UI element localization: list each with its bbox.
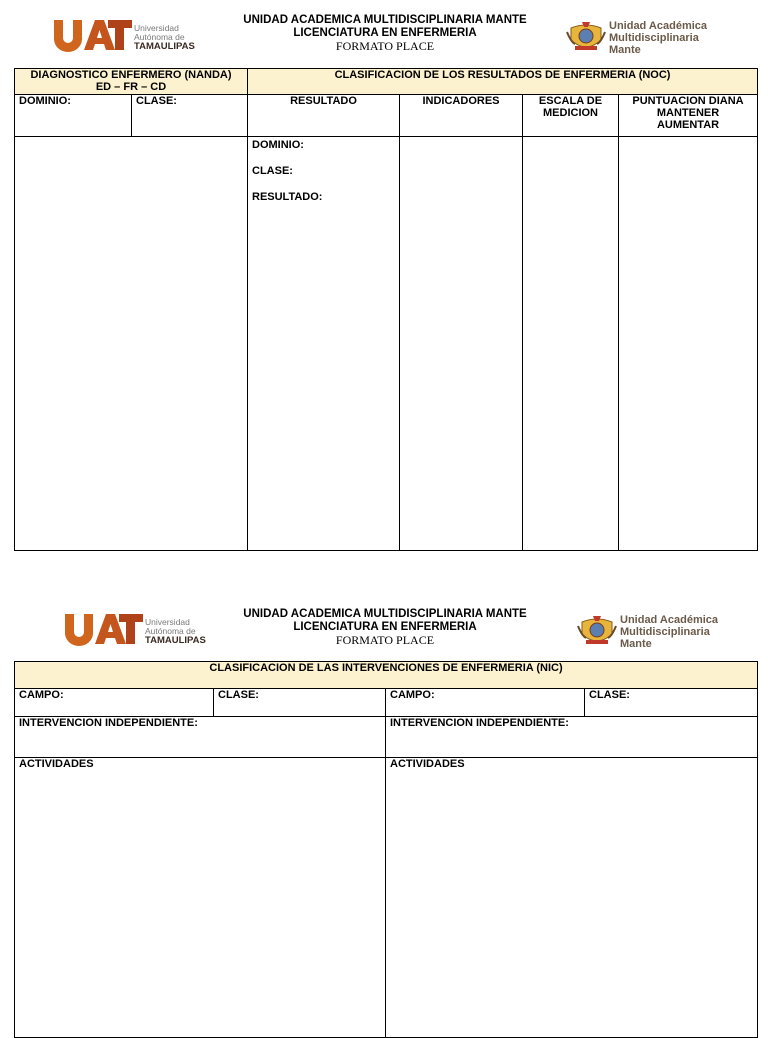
title-line-3: FORMATO PLACE [335, 39, 435, 53]
uat-university-text: Universidad [134, 23, 179, 33]
escala-medicion-header [523, 95, 619, 137]
nic-table [14, 661, 758, 1038]
puntuacion-line-2: MANTENER [656, 107, 720, 119]
dominio-label[interactable]: DOMINIO: [15, 95, 132, 137]
body-dominio-label: DOMINIO: [252, 139, 304, 151]
right-intervencion-field[interactable]: INTERVENCION INDEPENDIENTE: [386, 717, 758, 758]
uat-logo [63, 612, 223, 652]
page-header-2 [0, 606, 768, 656]
uam-line-2: Multidisciplinaria [609, 32, 699, 44]
uat-tamaulipas-text: TAMAULIPAS [134, 41, 195, 52]
nanda-header-line-2: ED – FR – CD [95, 81, 167, 93]
uam-crest-icon [565, 18, 607, 54]
nanda-header-cell [15, 69, 248, 95]
uam-line-1: Unidad Académica [620, 614, 719, 626]
puntuacion-body-cell[interactable] [619, 137, 758, 551]
diagnostico-body-cell[interactable] [15, 137, 248, 551]
page-header-1 [0, 12, 768, 62]
right-clase-field[interactable]: CLASE: [585, 689, 758, 717]
body-resultado-label: RESULTADO: [252, 191, 323, 203]
right-campo-field[interactable]: CAMPO: [386, 689, 585, 717]
left-campo-field[interactable]: CAMPO: [15, 689, 214, 717]
uat-autonoma-text: Autónoma de [134, 32, 185, 42]
body-clase-label: CLASE: [252, 165, 293, 177]
form-title [230, 608, 540, 647]
indicadores-body-cell[interactable] [400, 137, 523, 551]
uam-crest-icon [576, 612, 618, 648]
uam-line-3: Mante [620, 638, 652, 650]
uam-line-2: Multidisciplinaria [620, 626, 710, 638]
nanda-header-line-1: DIAGNOSTICO ENFERMERO (NANDA) [30, 69, 232, 81]
uat-university-text: Universidad [145, 617, 190, 627]
resultado-body-cell[interactable] [248, 137, 400, 551]
title-line-2: LICENCIATURA EN ENFERMERIA [293, 621, 477, 633]
uat-autonoma-text: Autónoma de [145, 626, 196, 636]
escala-line-2: MEDICION [543, 107, 598, 119]
uam-line-1: Unidad Académica [609, 20, 708, 32]
escala-line-1: ESCALA DE [538, 95, 603, 107]
indicadores-header: INDICADORES [400, 95, 523, 137]
right-actividades-field[interactable]: ACTIVIDADES [386, 758, 758, 1038]
puntuacion-diana-header [619, 95, 758, 137]
uam-wordmark [609, 20, 707, 56]
title-line-1: UNIDAD ACADEMICA MULTIDISCIPLINARIA MANTE [243, 608, 527, 620]
puntuacion-line-1: PUNTUACION DIANA [632, 95, 744, 107]
uat-tamaulipas-text: TAMAULIPAS [145, 635, 206, 646]
escala-body-cell[interactable] [523, 137, 619, 551]
form-title [230, 14, 540, 53]
resultado-header: RESULTADO [248, 95, 400, 137]
uam-line-3: Mante [609, 44, 641, 56]
puntuacion-line-3: AUMENTAR [656, 119, 720, 131]
left-intervencion-field[interactable]: INTERVENCION INDEPENDIENTE: [15, 717, 386, 758]
uat-logo [52, 18, 212, 58]
nic-header-cell: CLASIFICACION DE LAS INTERVENCIONES DE ENFERMERIA (NIC) [15, 662, 758, 689]
uam-logo [576, 612, 736, 652]
noc-table [14, 68, 758, 551]
noc-header-cell: CLASIFICACION DE LOS RESULTADOS DE ENFERMERIA (NOC) [248, 69, 758, 95]
left-clase-field[interactable]: CLASE: [214, 689, 386, 717]
left-actividades-field[interactable]: ACTIVIDADES [15, 758, 386, 1038]
uat-wordmark [134, 24, 214, 51]
clase-label[interactable]: CLASE: [132, 95, 248, 137]
uat-letters-icon [52, 18, 132, 52]
uat-letters-icon [63, 612, 143, 646]
title-line-2: LICENCIATURA EN ENFERMERIA [293, 27, 477, 39]
uam-logo [565, 18, 725, 58]
title-line-1: UNIDAD ACADEMICA MULTIDISCIPLINARIA MANTE [243, 14, 527, 26]
uat-wordmark [145, 618, 225, 645]
uam-wordmark [620, 614, 718, 650]
title-line-3: FORMATO PLACE [335, 633, 435, 647]
